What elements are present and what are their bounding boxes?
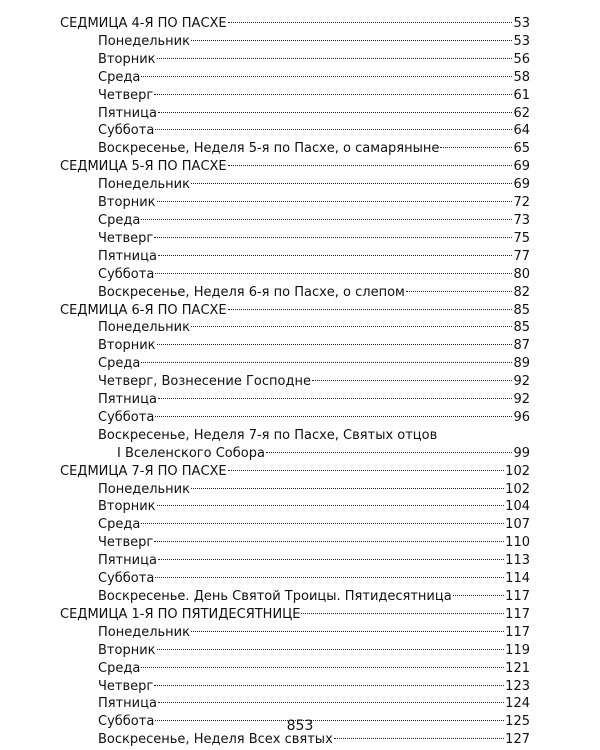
toc-page-ref: 92	[513, 392, 530, 408]
dot-leader	[158, 255, 513, 256]
toc-entry	[60, 33, 530, 51]
toc-entry	[60, 87, 530, 105]
toc-entry-title: Понедельник	[98, 624, 190, 640]
toc-entry	[60, 212, 530, 230]
dot-leader	[191, 631, 504, 632]
toc-page-ref: 58	[513, 69, 530, 85]
dot-leader	[155, 577, 504, 578]
toc-page-ref: 104	[505, 499, 530, 515]
section-title: СЕДМИЦА 7-Я ПО ПАСХЕ	[60, 463, 227, 479]
dot-leader	[266, 452, 513, 453]
toc-page-ref: 99	[513, 445, 530, 461]
toc-entry-title: Пятница	[98, 392, 157, 408]
toc-entry	[60, 570, 530, 588]
toc-entry-title: Четверг	[98, 87, 154, 103]
toc-entry-title: Понедельник	[98, 177, 190, 193]
toc-page-ref: 127	[505, 732, 530, 748]
toc-page-ref: 92	[513, 374, 530, 390]
toc-page-ref: 75	[513, 230, 530, 246]
toc-page-ref: 107	[505, 517, 530, 533]
toc-entry	[60, 284, 530, 302]
toc-entry	[60, 481, 530, 499]
toc-entry-title: Суббота	[98, 123, 155, 139]
toc-page-ref: 102	[505, 463, 530, 479]
toc-page-ref: 82	[513, 284, 530, 300]
toc-entry	[60, 373, 530, 391]
toc-page-ref: 53	[513, 33, 530, 49]
section-title: СЕДМИЦА 1-Я ПО ПЯТИДЕСЯТНИЦЕ	[60, 606, 301, 622]
toc-entry	[60, 498, 530, 516]
toc-entry	[60, 409, 530, 427]
toc-entry-title: Пятница	[98, 248, 157, 264]
toc-entry	[60, 69, 530, 87]
toc-page-ref: 121	[505, 660, 530, 676]
dot-leader	[157, 344, 513, 345]
dot-leader	[155, 416, 512, 417]
toc-entry-title: Суббота	[98, 266, 155, 282]
toc-entry-line	[60, 427, 530, 445]
dot-leader	[158, 702, 504, 703]
toc-entry	[60, 516, 530, 534]
toc-entry	[60, 194, 530, 212]
toc-entry-title: Пятница	[98, 696, 157, 712]
toc-entry	[60, 445, 530, 463]
toc-entry	[60, 660, 530, 678]
toc-page-ref: 80	[513, 266, 530, 282]
dot-leader	[155, 273, 512, 274]
toc-page-ref: 113	[505, 553, 530, 569]
toc-entry	[60, 122, 530, 140]
toc-page-ref: 117	[505, 589, 530, 604]
toc-page-ref: 123	[505, 678, 530, 694]
dot-leader	[141, 523, 504, 524]
toc-entry	[60, 588, 530, 606]
toc-entry-title: Вторник	[98, 51, 156, 67]
toc-page-ref: 124	[505, 696, 530, 712]
toc-page-ref: 114	[505, 571, 530, 587]
toc-entry-title: Воскресенье, Неделя 6-я по Пасхе, о слепом	[98, 284, 405, 300]
toc-entry	[60, 176, 530, 194]
toc-entry	[60, 319, 530, 337]
dot-leader	[141, 362, 512, 363]
toc-entry-title: Вторник	[98, 195, 156, 211]
dot-leader	[141, 667, 504, 668]
toc-page-ref: 65	[513, 141, 530, 157]
toc-entry-title: Суббота	[98, 714, 155, 730]
dot-leader	[440, 147, 512, 148]
toc-entry	[60, 230, 530, 248]
dot-leader	[141, 219, 512, 220]
toc-page-ref: 89	[513, 356, 530, 372]
toc-page-ref: 96	[513, 409, 530, 425]
toc-section-heading	[60, 606, 530, 624]
toc-entry-title: Пятница	[98, 105, 157, 121]
toc-page-ref: 102	[505, 481, 530, 497]
toc-entry	[60, 248, 530, 266]
toc-section-heading	[60, 15, 530, 33]
toc-entry-title: Понедельник	[98, 33, 190, 49]
dot-leader	[154, 94, 512, 95]
dot-leader	[154, 541, 504, 542]
toc-entry	[60, 337, 530, 355]
toc-entry	[60, 642, 530, 660]
toc-page-ref: 87	[513, 338, 530, 354]
toc-entry	[60, 105, 530, 123]
toc-entry-title: Суббота	[98, 571, 155, 587]
toc-entry	[60, 552, 530, 570]
dot-leader	[154, 685, 504, 686]
dot-leader	[312, 380, 512, 381]
toc-entry	[60, 678, 530, 696]
toc-page-ref: 53	[513, 16, 530, 31]
toc-entry-title: Воскресенье, Неделя Всех святых	[98, 732, 333, 748]
toc-entry	[60, 355, 530, 373]
section-title: СЕДМИЦА 4-Я ПО ПАСХЕ	[60, 16, 227, 31]
toc-entry-title: Среда	[98, 212, 141, 228]
toc-entry-title: Четверг	[98, 535, 154, 551]
toc-section-heading	[60, 158, 530, 176]
toc-entry-title: I Вселенского Собора	[117, 445, 265, 461]
toc-page-ref: 119	[505, 642, 530, 658]
toc-entry	[60, 140, 530, 158]
toc-page-ref: 85	[513, 320, 530, 336]
dot-leader	[228, 309, 513, 310]
toc-page-ref: 117	[505, 624, 530, 640]
toc-entry-title: Четверг	[98, 230, 154, 246]
toc-entry-title: Среда	[98, 660, 141, 676]
toc-entry	[60, 695, 530, 713]
toc-page-ref: 64	[513, 123, 530, 139]
toc-page-ref: 117	[505, 606, 530, 622]
toc-entry-title: Суббота	[98, 409, 155, 425]
toc-entry	[60, 624, 530, 642]
dot-leader	[157, 505, 505, 506]
toc-page-ref: 56	[513, 51, 530, 67]
dot-leader	[228, 22, 513, 23]
dot-leader	[191, 183, 512, 184]
section-title: СЕДМИЦА 6-Я ПО ПАСХЕ	[60, 302, 227, 318]
toc-entry-title: Вторник	[98, 338, 156, 354]
toc-entry-title: Среда	[98, 69, 141, 85]
dot-leader	[141, 76, 512, 77]
table-of-contents	[60, 15, 530, 749]
toc-entry-title: Среда	[98, 517, 141, 533]
dot-leader	[158, 112, 513, 113]
toc-page-ref: 62	[513, 105, 530, 121]
toc-entry	[60, 266, 530, 284]
dot-leader	[157, 201, 513, 202]
dot-leader	[228, 470, 505, 471]
toc-entry-title: Четверг	[98, 678, 154, 694]
toc-entry-title: Воскресенье. День Святой Троицы. Пятидесятница	[98, 589, 452, 604]
dot-leader	[191, 488, 504, 489]
toc-page-ref: 61	[513, 87, 530, 103]
toc-entry-title: Четверг, Вознесение Господне	[98, 374, 311, 390]
toc-section-heading	[60, 302, 530, 320]
toc-entry-title: Вторник	[98, 499, 156, 515]
toc-entry-title: Вторник	[98, 642, 156, 658]
dot-leader	[158, 398, 513, 399]
dot-leader	[228, 165, 513, 166]
toc-entry-title: Воскресенье, Неделя 5-я по Пасхе, о самаряныне	[98, 141, 440, 157]
dot-leader	[301, 613, 504, 614]
dot-leader	[158, 559, 504, 560]
dot-leader	[191, 40, 512, 41]
toc-page-ref: 125	[505, 714, 530, 730]
toc-page-ref: 69	[513, 159, 530, 175]
toc-entry	[60, 534, 530, 552]
toc-entry	[60, 391, 530, 409]
toc-entry-title: Пятница	[98, 553, 157, 569]
toc-page-ref: 72	[513, 195, 530, 211]
toc-entry-title: Воскресенье, Неделя 7-я по Пасхе, Святых отцов	[98, 427, 438, 443]
toc-entry	[60, 51, 530, 69]
dot-leader	[157, 58, 513, 59]
page-number: 853	[286, 718, 314, 734]
toc-page-ref: 77	[513, 248, 530, 264]
toc-section-heading	[60, 463, 530, 481]
toc-entry-title: Понедельник	[98, 320, 190, 336]
toc-entry-title: Понедельник	[98, 481, 190, 497]
dot-leader	[453, 595, 504, 596]
dot-leader	[191, 326, 512, 327]
toc-page-ref: 73	[513, 212, 530, 228]
toc-page-ref: 69	[513, 177, 530, 193]
toc-page-ref: 110	[505, 535, 530, 551]
dot-leader	[155, 129, 512, 130]
dot-leader	[334, 738, 504, 739]
dot-leader	[154, 237, 512, 238]
toc-page-ref: 85	[513, 302, 530, 318]
dot-leader	[157, 649, 505, 650]
toc-entry-title: Среда	[98, 356, 141, 372]
section-title: СЕДМИЦА 5-Я ПО ПАСХЕ	[60, 159, 227, 175]
dot-leader	[406, 291, 513, 292]
